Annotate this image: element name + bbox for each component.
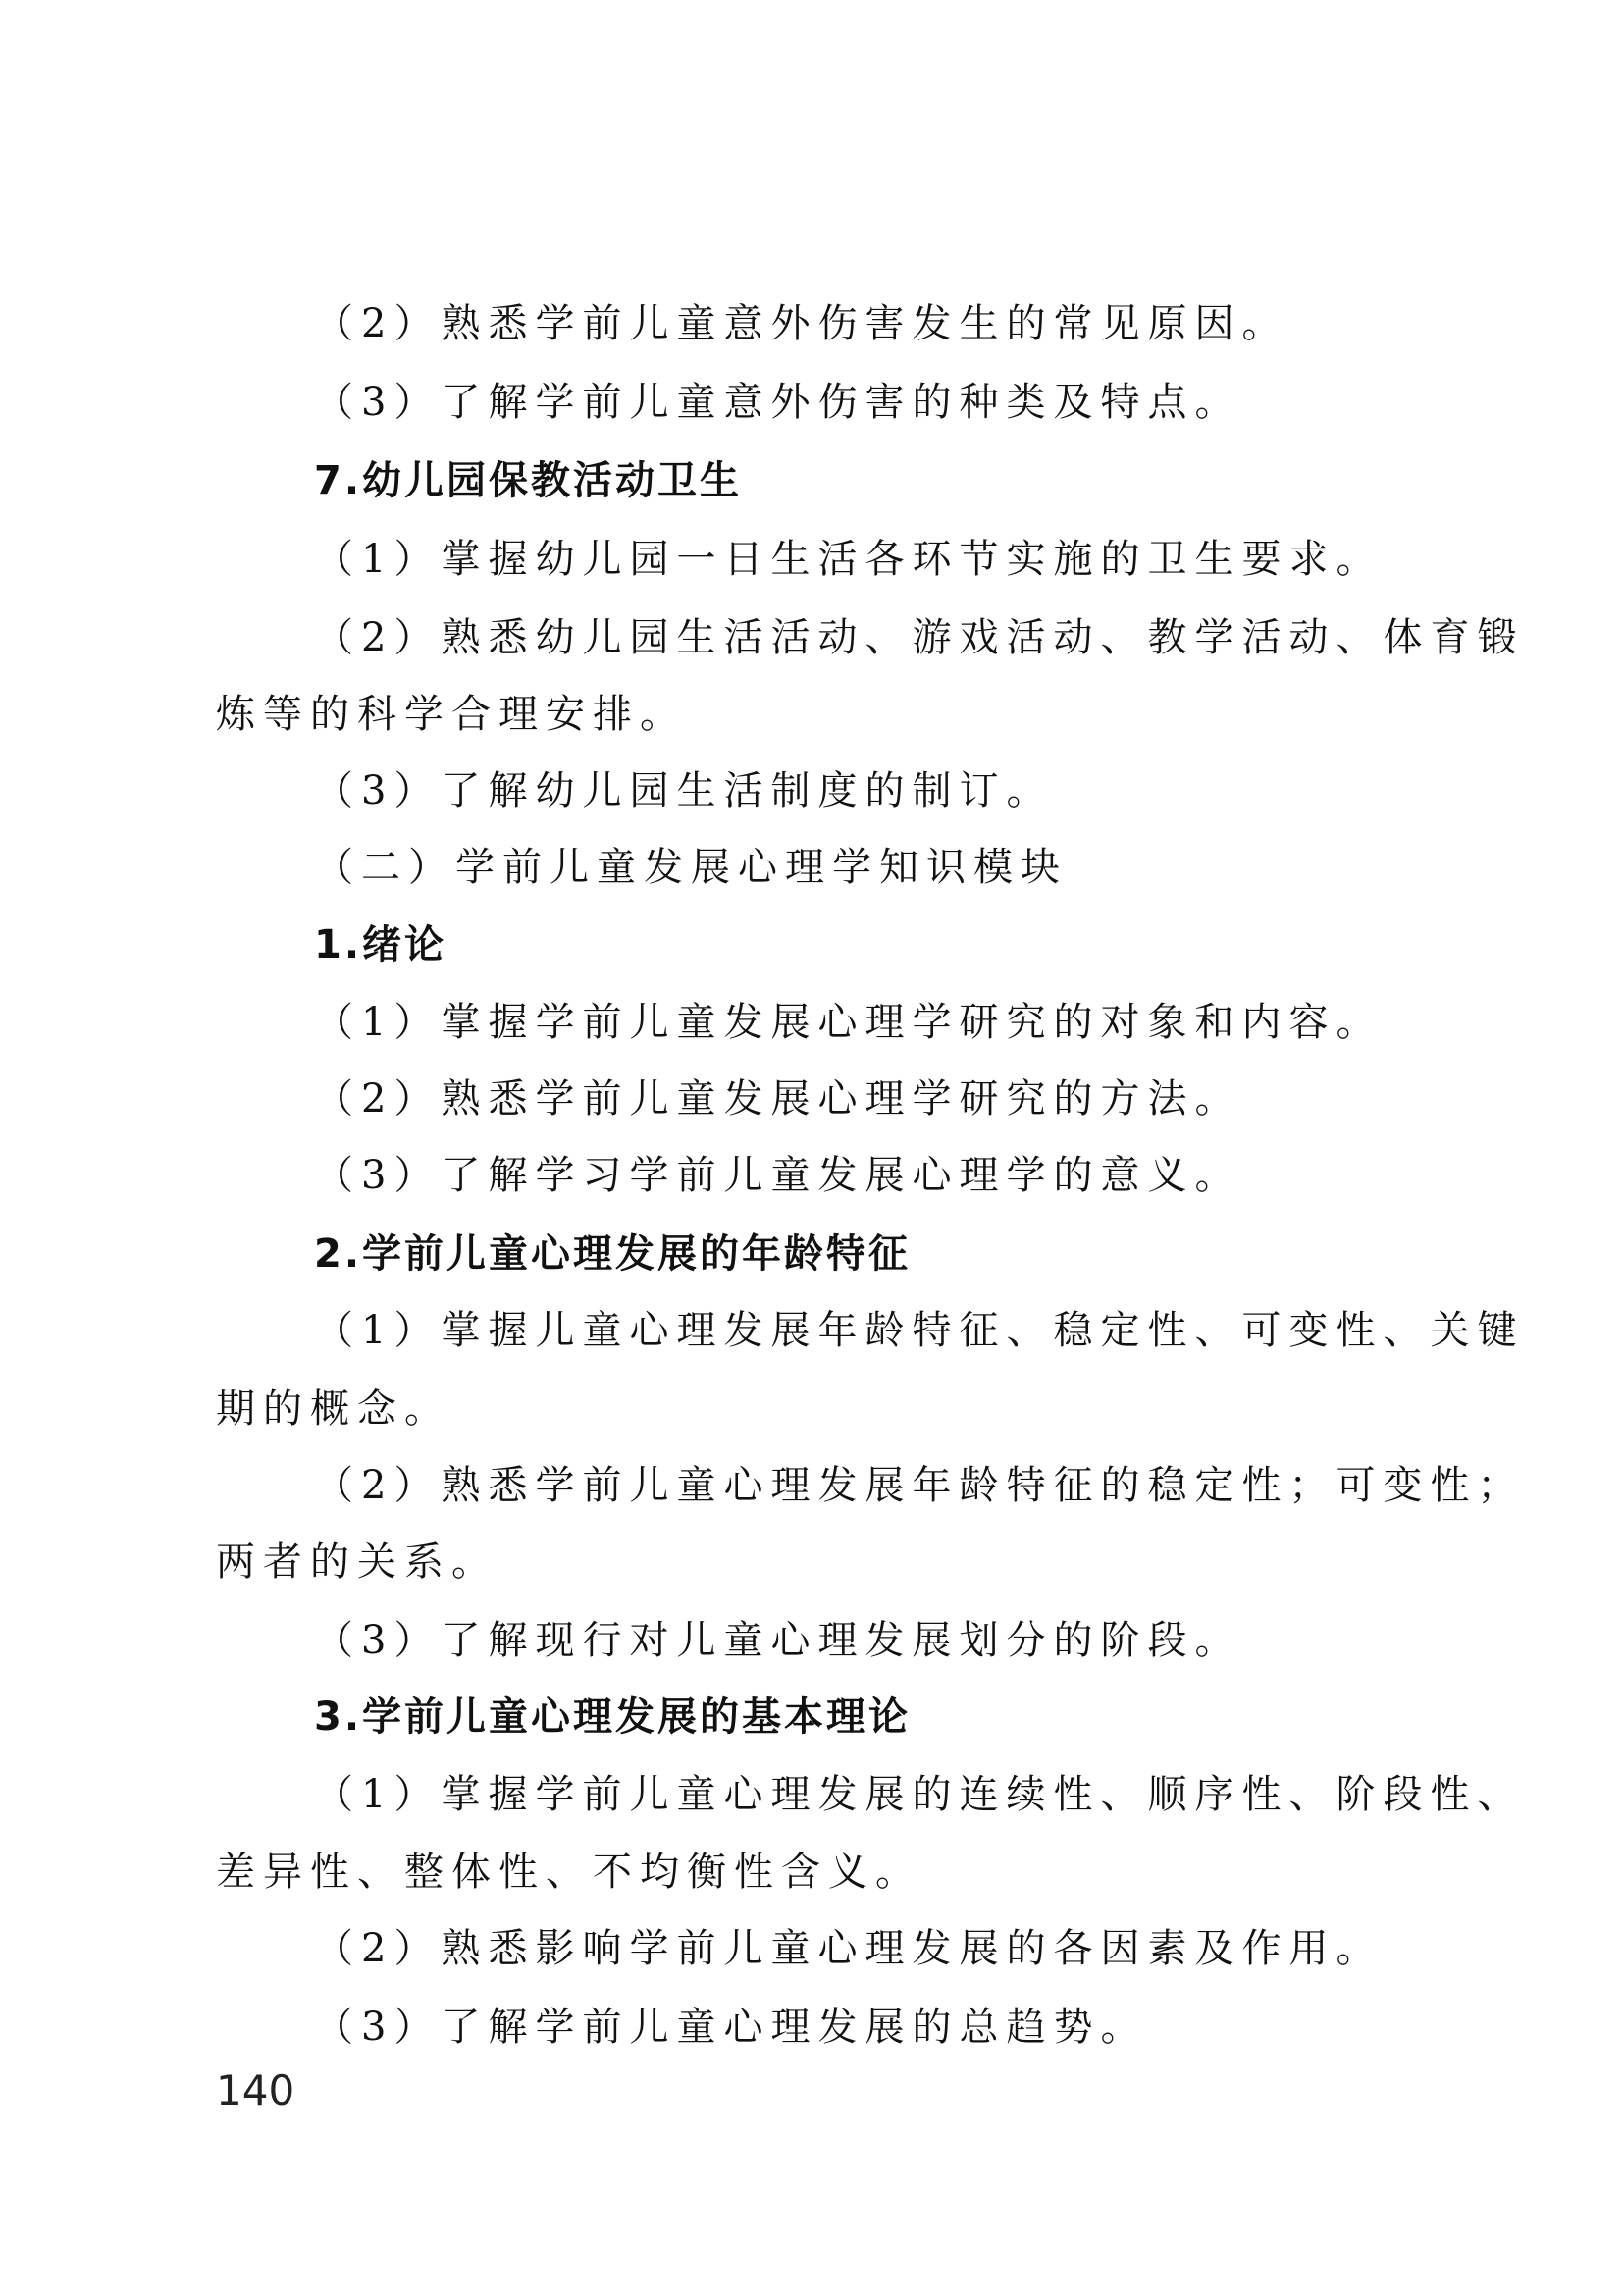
text-line: 差异性、整体性、不均衡性含义。 xyxy=(216,1850,922,1895)
text-line: （2）熟悉学前儿童心理发展年龄特征的稳定性；可变性； xyxy=(314,1463,1525,1508)
text-line: （1）掌握学前儿童发展心理学研究的对象和内容。 xyxy=(314,1000,1384,1045)
text-line: （3）了解学习学前儿童发展心理学的意义。 xyxy=(314,1153,1242,1198)
section-heading: 3.学前儿童心理发展的基本理论 xyxy=(314,1695,912,1740)
text-line: （2）熟悉学前儿童发展心理学研究的方法。 xyxy=(314,1076,1242,1121)
page-number: 140 xyxy=(216,2066,295,2114)
text-line: （3）了解学前儿童意外伤害的种类及特点。 xyxy=(314,380,1242,425)
section-heading: 2.学前儿童心理发展的年龄特征 xyxy=(314,1231,912,1277)
text-line: （1）掌握学前儿童心理发展的连续性、顺序性、阶段性、 xyxy=(314,1772,1525,1817)
section-heading: 7.幼儿园保教活动卫生 xyxy=(314,458,743,503)
text-line: （2）熟悉幼儿园生活活动、游戏活动、教学活动、体育锻 xyxy=(314,615,1525,660)
text-line: （1）掌握儿童心理发展年龄特征、稳定性、可变性、关键 xyxy=(314,1308,1525,1353)
text-line: （2）熟悉学前儿童意外伤害发生的常见原因。 xyxy=(314,301,1289,346)
module-heading: （二）学前儿童发展心理学知识模块 xyxy=(314,845,1068,890)
text-line: （3）了解幼儿园生活制度的制订。 xyxy=(314,768,1054,813)
section-heading: 1.绪论 xyxy=(314,922,447,967)
text-line: （3）了解学前儿童心理发展的总趋势。 xyxy=(314,2005,1148,2050)
text-line: （3）了解现行对儿童心理发展划分的阶段。 xyxy=(314,1618,1242,1663)
text-line: 期的概念。 xyxy=(216,1386,451,1432)
text-line: 炼等的科学合理安排。 xyxy=(216,692,687,737)
text-line: （1）掌握幼儿园一日生活各环节实施的卫生要求。 xyxy=(314,537,1384,582)
text-line: 两者的关系。 xyxy=(216,1539,498,1585)
text-line: （2）熟悉影响学前儿童心理发展的各因素及作用。 xyxy=(314,1926,1384,1971)
